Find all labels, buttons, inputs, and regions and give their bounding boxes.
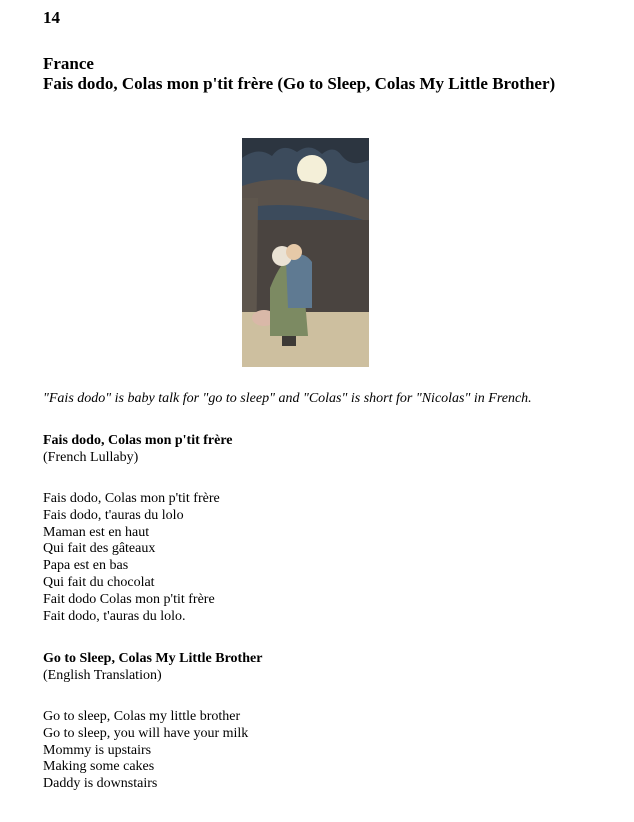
lyric-line: Fais dodo, Colas mon p'tit frère <box>43 491 220 506</box>
original-header <box>43 433 233 466</box>
lyric-line: Fait dodo, t'auras du lolo. <box>43 608 186 624</box>
lyric-line: Making some cakes <box>43 759 155 775</box>
lyric-line: Fais dodo, t'auras du lolo <box>43 507 184 523</box>
lyric-line: Qui fait des gâteaux <box>43 541 156 557</box>
intro-note: "Fais dodo" is baby talk for "go to sleep" and "Colas" is short for "Nicolas" in French. <box>43 391 532 406</box>
illustration-child-head <box>286 244 302 260</box>
song-heading: Fais dodo, Colas mon p'tit frère (Go to Sleep, Colas My Little Brother) <box>43 74 556 93</box>
translation-subtitle: (English Translation) <box>43 668 162 683</box>
lyric-line: Daddy is downstairs <box>43 776 158 792</box>
illustration-child-coat <box>286 254 312 308</box>
lyric-line: Go to sleep, you will have your milk <box>43 725 249 741</box>
original-subtitle: (French Lullaby) <box>43 450 139 465</box>
lyric-line: Fait dodo Colas mon p'tit frère <box>43 591 215 607</box>
translation-header <box>43 651 262 684</box>
lullaby-illustration <box>242 138 369 367</box>
lyric-line: Papa est en bas <box>43 558 129 574</box>
translation-title: Go to Sleep, Colas My Little Brother <box>43 651 263 666</box>
country-heading: France <box>43 54 94 73</box>
lyric-line: Maman est en haut <box>43 524 150 540</box>
lyric-line: Go to sleep, Colas my little brother <box>43 709 241 724</box>
translation-lyrics <box>43 709 248 793</box>
original-lyrics <box>43 491 220 625</box>
lyric-line: Mommy is upstairs <box>43 742 152 758</box>
original-title: Fais dodo, Colas mon p'tit frère <box>43 433 233 448</box>
document-page <box>43 8 603 792</box>
lyric-line: Qui fait du chocolat <box>43 574 155 590</box>
illustration-legs <box>282 336 296 346</box>
illustration-moon <box>297 155 327 185</box>
page-number: 14 <box>43 8 60 27</box>
